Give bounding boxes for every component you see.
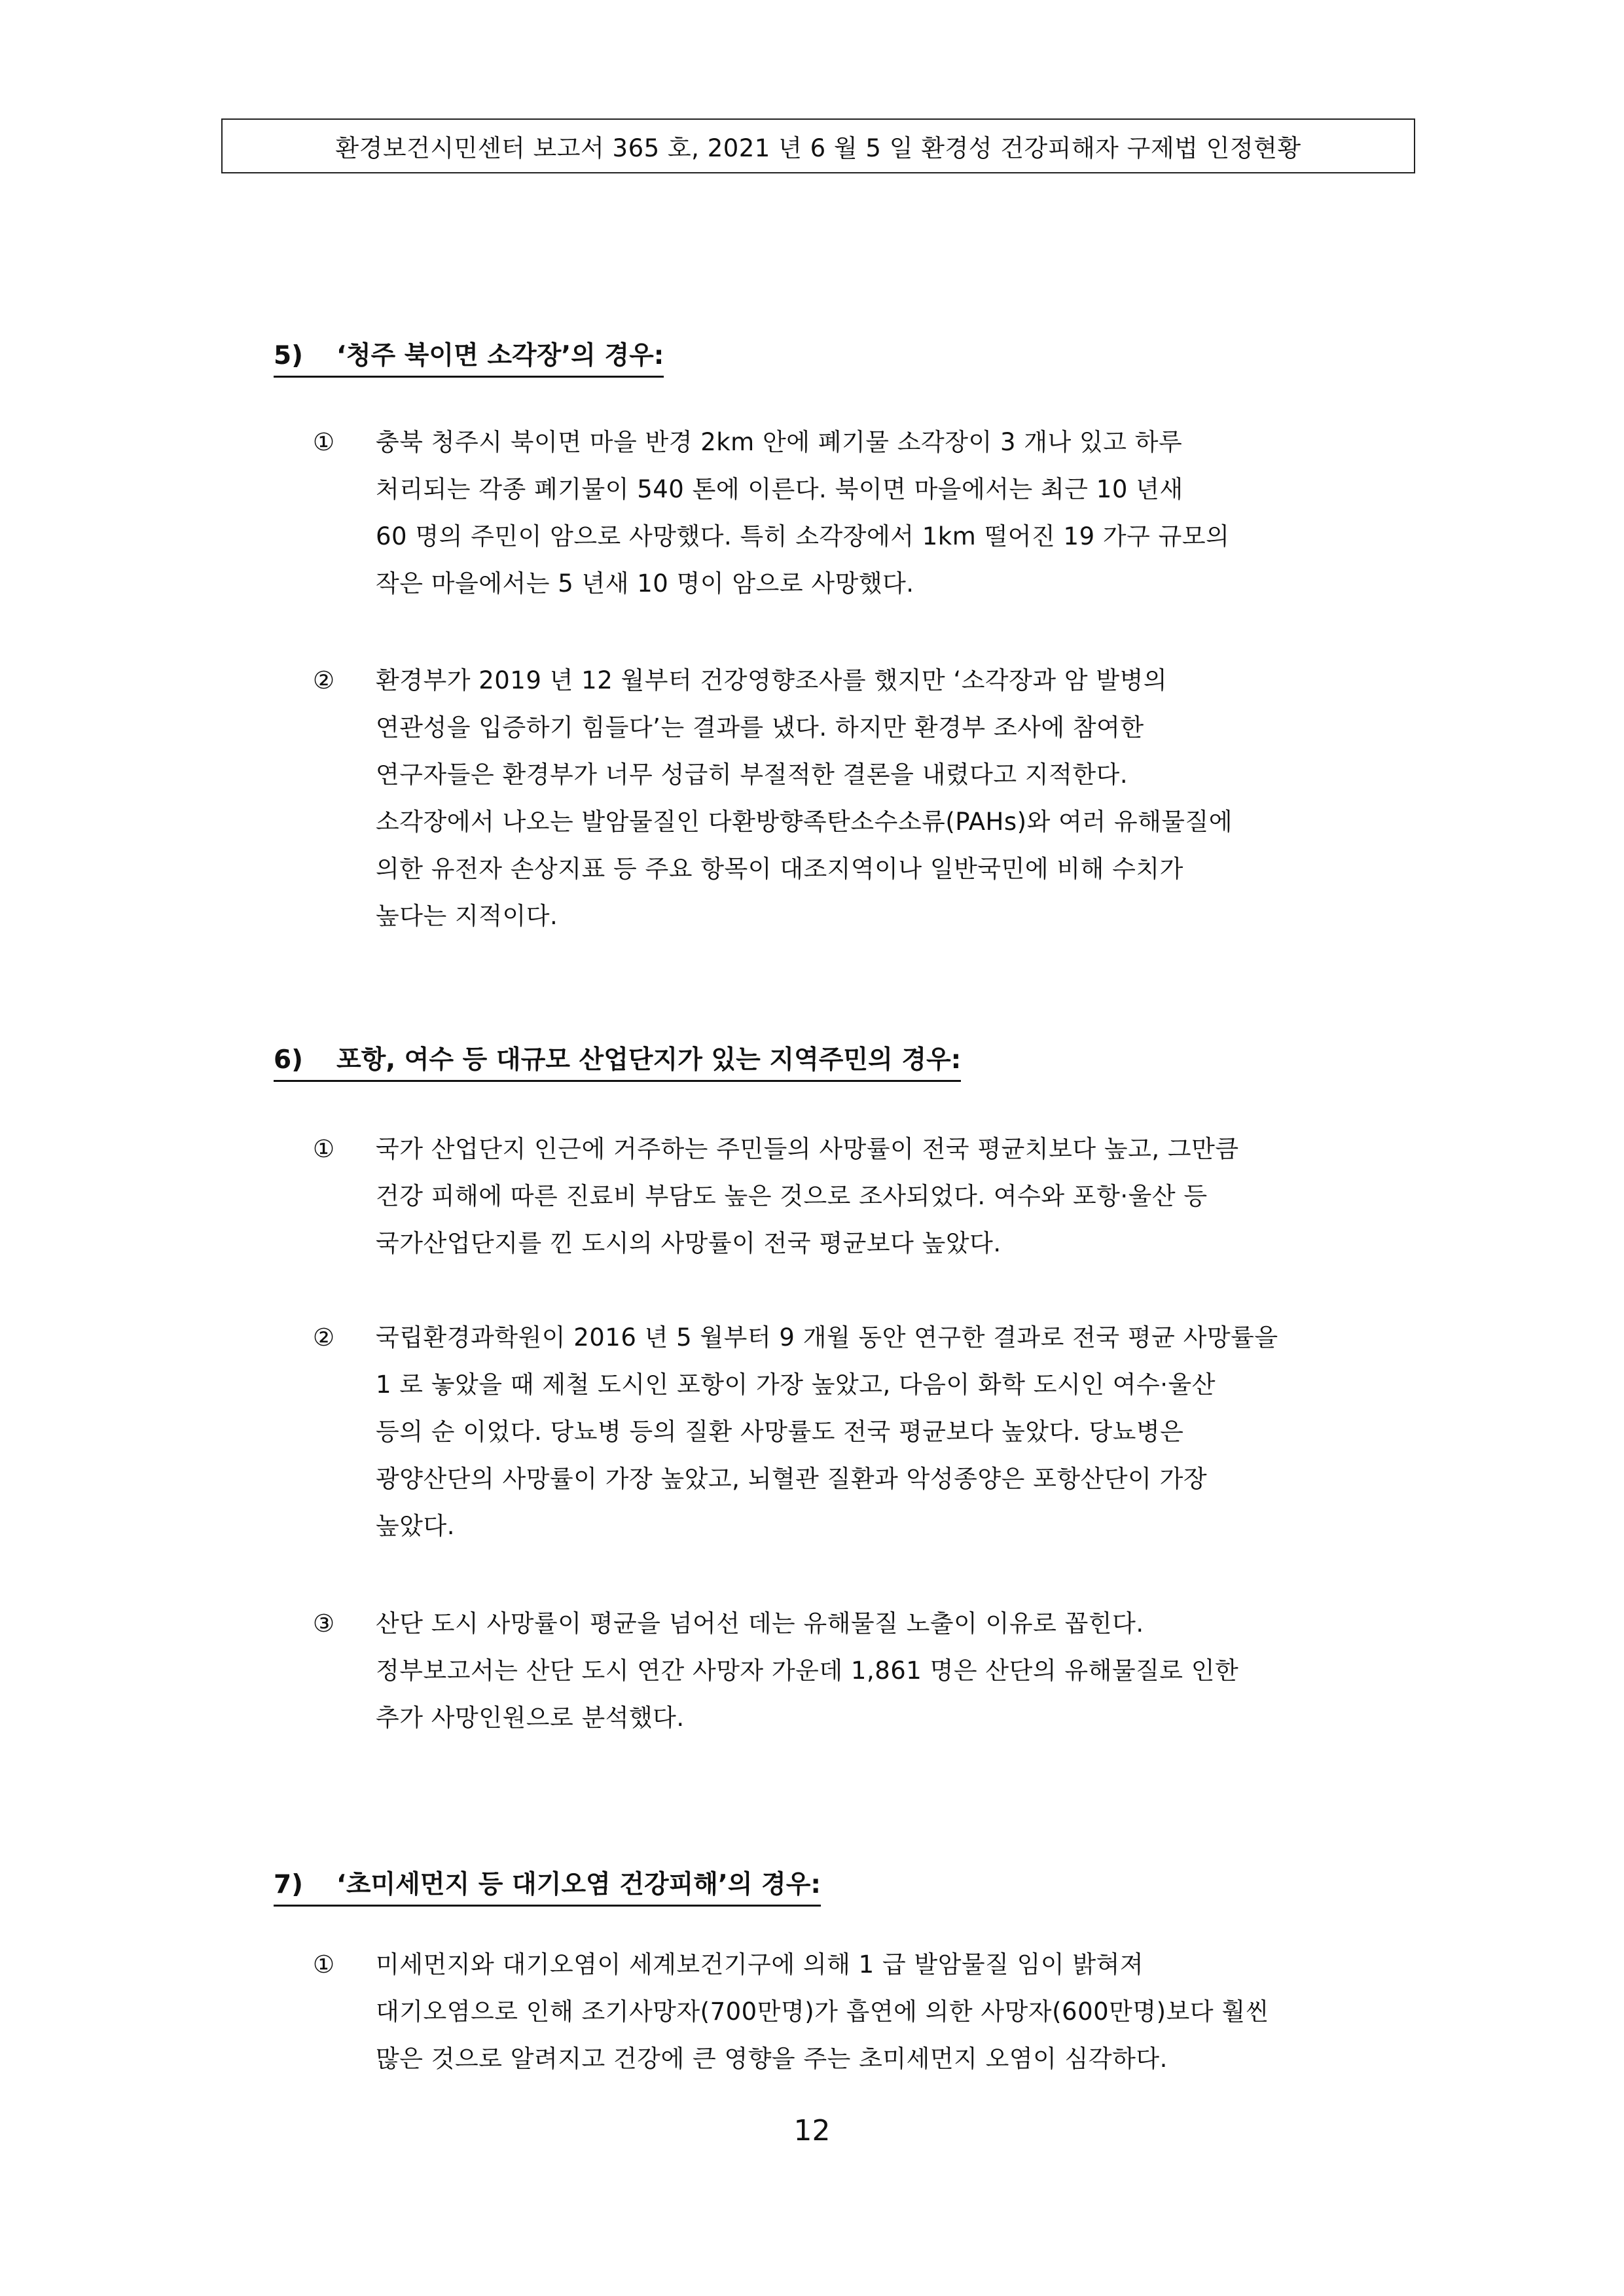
item-text: 국립환경과학원이 2016 년 5 월부터 9 개월 동안 연구한 결과로 전국 평균 사망률을 1 로 놓았을 때 제철 도시인 포항이 가장 높았고, 다음이 화학 도시인 여수·울산 등의 순 이었다. 당뇨병 등의 질환 사망률도 전국 평균보다 높았다. 당뇨병은 광양산단의 사망률이 가장 높았고, 뇌혈관 질환과 악성종양은 포항산단이 가장 높았다. — [376, 1323, 1278, 1540]
section-number: 7) — [274, 1870, 303, 1899]
section-number: 5) — [274, 341, 303, 370]
item-marker: ① — [313, 1950, 335, 1979]
item-marker: ③ — [313, 1609, 335, 1638]
section-title: ‘청주 북이면 소각장’의 경우: — [336, 341, 664, 370]
item-text: 미세먼지와 대기오염이 세계보건기구에 의해 1 급 발암물질 임이 밝혀져 대기오염으로 인해 조기사망자(700만명)가 흡연에 의한 사망자(600만명)보다 훨씬 많은 것으로 알려지고 건강에 큰 영향을 주는 초미세먼지 오염이 심각하다. — [376, 1950, 1269, 2073]
item-marker: ① — [313, 428, 335, 456]
item-marker: ② — [313, 1323, 335, 1352]
item-text: 산단 도시 사망률이 평균을 넘어선 데는 유해물질 노출이 이유로 꼽힌다. 정부보고서는 산단 도시 연간 사망자 가운데 1,861 명은 산단의 유해물질로 인한 추가 사망인원으로 분석했다. — [376, 1609, 1239, 1732]
item-marker: ② — [313, 666, 335, 694]
section-title: 포항, 여수 등 대규모 산업단지가 있는 지역주민의 경우: — [336, 1045, 962, 1075]
section-7-heading — [274, 1864, 821, 1907]
section-number: 6) — [274, 1045, 303, 1075]
section-5-heading — [274, 335, 664, 378]
item-text: 국가 산업단지 인근에 거주하는 주민들의 사망률이 전국 평균치보다 높고, 그만큼 건강 피해에 따른 진료비 부담도 높은 것으로 조사되었다. 여수와 포항·울산 등 국가산업단지를 낀 도시의 사망률이 전국 평균보다 높았다. — [376, 1135, 1239, 1257]
section-title: ‘초미세먼지 등 대기오염 건강피해’의 경우: — [336, 1870, 821, 1899]
item-text: 충북 청주시 북이면 마을 반경 2km 안에 폐기물 소각장이 3 개나 있고 하루 처리되는 각종 폐기물이 540 톤에 이른다. 북이면 마을에서는 최근 10 년새 60 명의 주민이 암으로 사망했다. 특히 소각장에서 1km 떨어진 19 가구 규모의 작은 마을에서는 5 년새 10 명이 암으로 사망했다. — [376, 428, 1230, 598]
item-text: 환경부가 2019 년 12 월부터 건강영향조사를 했지만 ‘소각장과 암 발병의 연관성을 입증하기 힘들다’는 결과를 냈다. 하지만 환경부 조사에 참여한 연구자들은 환경부가 너무 성급히 부절적한 결론을 내렸다고 지적한다. 소각장에서 나오는 발암물질인 다환방향족탄소수소류(PAHs)와 여러 유해물질에 의한 유전자 손상지표 등 주요 항목이 대조지역이나 일반국민에 비해 수치가 높다는 지적이다. — [376, 666, 1233, 930]
section-6-heading — [274, 1039, 961, 1082]
item-marker: ① — [313, 1135, 335, 1163]
report-header-text: 환경보건시민센터 보고서 365 호, 2021 년 6 월 5 일 환경성 건강피해자 구제법 인정현황 — [335, 134, 1301, 162]
report-header — [221, 118, 1415, 173]
page-number: 12 — [793, 2114, 831, 2147]
